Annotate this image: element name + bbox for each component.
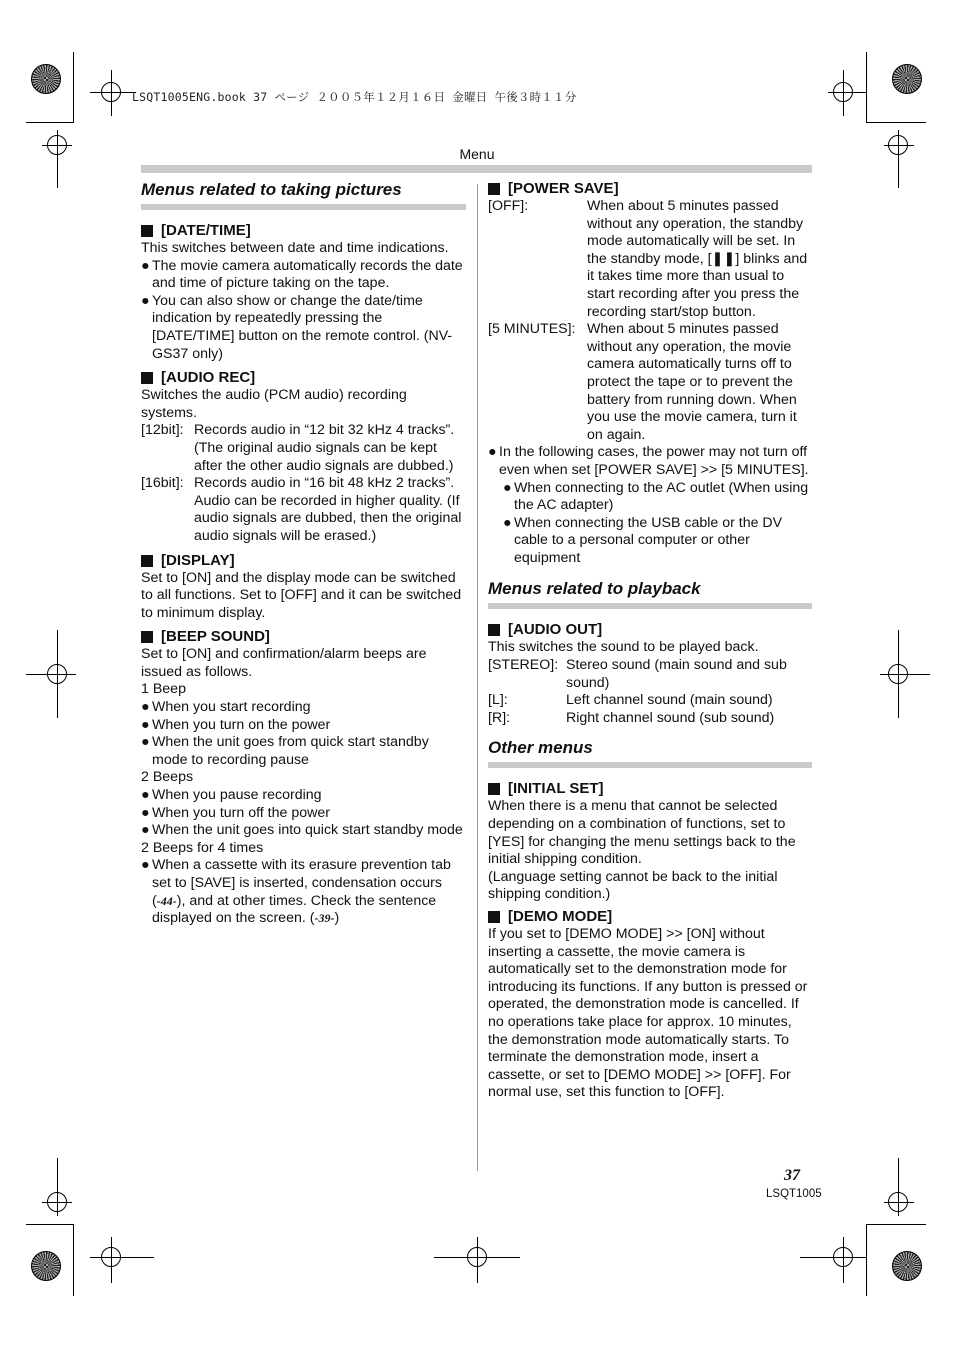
group-label: 2 Beeps for 4 times xyxy=(141,839,264,856)
definition-item: [5 MINUTES]: When about 5 minutes passed without any operation, the movie camera automatically turns off to protect the tape or to prevent the battery from running down. When you use the movie camera, turn it on again. xyxy=(488,321,797,443)
page-number: 37 xyxy=(784,1167,800,1184)
group-label: 1 Beep xyxy=(141,681,186,698)
bullet-item: ● When the unit goes from quick start standby mode to recording pause xyxy=(141,734,429,768)
header-rule xyxy=(141,165,812,173)
bullet-item: ● In the following cases, the power may not turn off even when set [POWER SAVE] >> [5 MINUTES]. xyxy=(488,444,809,478)
square-bullet-icon xyxy=(488,783,500,795)
document-code: LSQT1005 xyxy=(766,1188,822,1200)
item-heading: [BEEP SOUND] xyxy=(141,628,466,646)
registration-mark xyxy=(101,82,121,102)
bullet-item: ● When a cassette with its erasure prevention tab set to [SAVE] is inserted, condensation occurs (-44-), and at other times. Check the sentence displayed on the screen. (-39-) xyxy=(141,857,451,927)
registration-mark xyxy=(47,1192,67,1212)
item-heading: [AUDIO OUT] xyxy=(488,621,812,639)
square-bullet-icon xyxy=(488,183,500,195)
paragraph: This switches between date and time indications. xyxy=(141,240,449,256)
square-bullet-icon xyxy=(141,372,153,384)
paragraph: Switches the audio (PCM audio) recording systems. xyxy=(141,387,407,421)
square-bullet-icon xyxy=(141,555,153,567)
definition-item: [OFF]: When about 5 minutes passed without any operation, the standby mode automatically will be set. In the standby mode, [❚❚] blinks and it takes time more than usual to start recording after you press the recording start/stop button. xyxy=(488,198,808,320)
section-title: Menus related to taking pictures xyxy=(141,180,402,199)
page-reference[interactable]: -39- xyxy=(314,911,335,926)
definition-item: [16bit]: Records audio in “16 bit 48 kHz 2 tracks”. Audio can be recorded in higher quality. (If audio signals are dubbed, then the original audio signals will be erased.) xyxy=(141,475,462,544)
paragraph: If you set to [DEMO MODE] >> [ON] without inserting a cassette, the movie camera is automatically set to the demonstration mode for introducing its functions. If any button is pressed or operated, the demonstration mode is cancelled. If no operations take place for approx. 10 minutes, the demonstration mode automatically starts. To terminate the demonstration mode, insert a cassette, or set to [DEMO MODE] >> [OFF]. For normal use, set this function to [OFF]. xyxy=(488,926,808,1101)
section-title: Menus related to playback xyxy=(488,579,701,599)
bullet-item: ● The movie camera automatically records the date and time of picture taking on the tape. xyxy=(141,257,463,292)
sub-bullet-item: ● When connecting to the AC outlet (When using the AC adapter) xyxy=(503,479,809,514)
registration-sunburst-top-left xyxy=(31,64,61,94)
definition-item: [12bit]: Records audio in “12 bit 32 kHz 4 tracks”. (The original audio signals can be kept after the other audio signals are dubbed.) xyxy=(141,422,455,474)
registration-sunburst-bottom-left xyxy=(31,1251,61,1281)
paragraph: Set to [ON] and confirmation/alarm beeps are issued as follows. xyxy=(141,646,427,680)
page-reference[interactable]: -44- xyxy=(156,893,177,908)
registration-mark xyxy=(888,664,908,684)
registration-mark xyxy=(888,1192,908,1212)
item-heading: [POWER SAVE] xyxy=(488,180,812,198)
registration-mark xyxy=(833,1247,853,1267)
section-rule xyxy=(141,204,466,210)
square-bullet-icon xyxy=(488,624,500,636)
item-heading: [DEMO MODE] xyxy=(488,908,812,926)
paragraph: This switches the sound to be played back. xyxy=(488,639,759,656)
paragraph: When there is a menu that cannot be selected depending on a combination of functions, set to [YES] for changing the menu settings back to the initial shipping condition. xyxy=(488,798,796,868)
square-bullet-icon xyxy=(141,631,153,643)
right-column xyxy=(488,180,812,1102)
item-heading: [INITIAL SET] xyxy=(488,780,812,798)
registration-mark xyxy=(467,1247,487,1267)
section-rule xyxy=(488,762,812,768)
bullet-item: ● When you start recording xyxy=(141,699,311,716)
registration-mark xyxy=(47,664,67,684)
sub-bullet-item: ● When connecting the USB cable or the DV cable to a personal computer or other equipment xyxy=(503,514,783,566)
square-bullet-icon xyxy=(488,911,500,923)
bullet-icon: ● xyxy=(141,292,150,309)
section-rule xyxy=(488,603,812,609)
bullet-item: ● When the unit goes into quick start standby mode xyxy=(141,822,463,839)
registration-mark xyxy=(833,82,853,102)
paragraph: Set to [ON] and the display mode can be switched to all functions. Set to [OFF] and it can be switched to minimum display. xyxy=(141,569,462,621)
print-header: LSQT1005ENG.book 37 ページ ２００５年１２月１６日 金曜日 午後３時１１分 xyxy=(132,90,577,104)
square-bullet-icon xyxy=(141,225,153,237)
running-title: Menu xyxy=(459,146,495,162)
item-heading: [DATE/TIME] xyxy=(141,222,466,240)
bullet-item: ● When you turn on the power xyxy=(141,716,331,733)
section-title: Other menus xyxy=(488,738,593,758)
bullet-item: ● You can also show or change the date/time indication by repeatedly pressing the [DATE/TIME] button on the remote control. (NV-GS37 only) xyxy=(141,292,453,362)
group-label: 2 Beeps xyxy=(141,769,194,786)
bullet-item: ● When you pause recording xyxy=(141,787,322,804)
definition-item: [STEREO]: Stereo sound (main sound and sub sound) xyxy=(488,657,787,691)
left-column xyxy=(141,180,466,928)
definition-item: [R]: Right channel sound (sub sound) xyxy=(488,709,775,726)
definition-item: [L]: Left channel sound (main sound) xyxy=(488,692,773,709)
registration-sunburst-top-right xyxy=(892,64,922,94)
paragraph: (Language setting cannot be back to the initial shipping condition.) xyxy=(488,868,778,903)
item-heading: [AUDIO REC] xyxy=(141,369,466,387)
registration-sunburst-bottom-right xyxy=(892,1251,922,1281)
bullet-item: ● When you turn off the power xyxy=(141,804,330,821)
column-divider xyxy=(477,184,478,1171)
registration-mark xyxy=(101,1247,121,1267)
bullet-icon: ● xyxy=(141,257,150,274)
item-heading: [DISPLAY] xyxy=(141,552,466,570)
